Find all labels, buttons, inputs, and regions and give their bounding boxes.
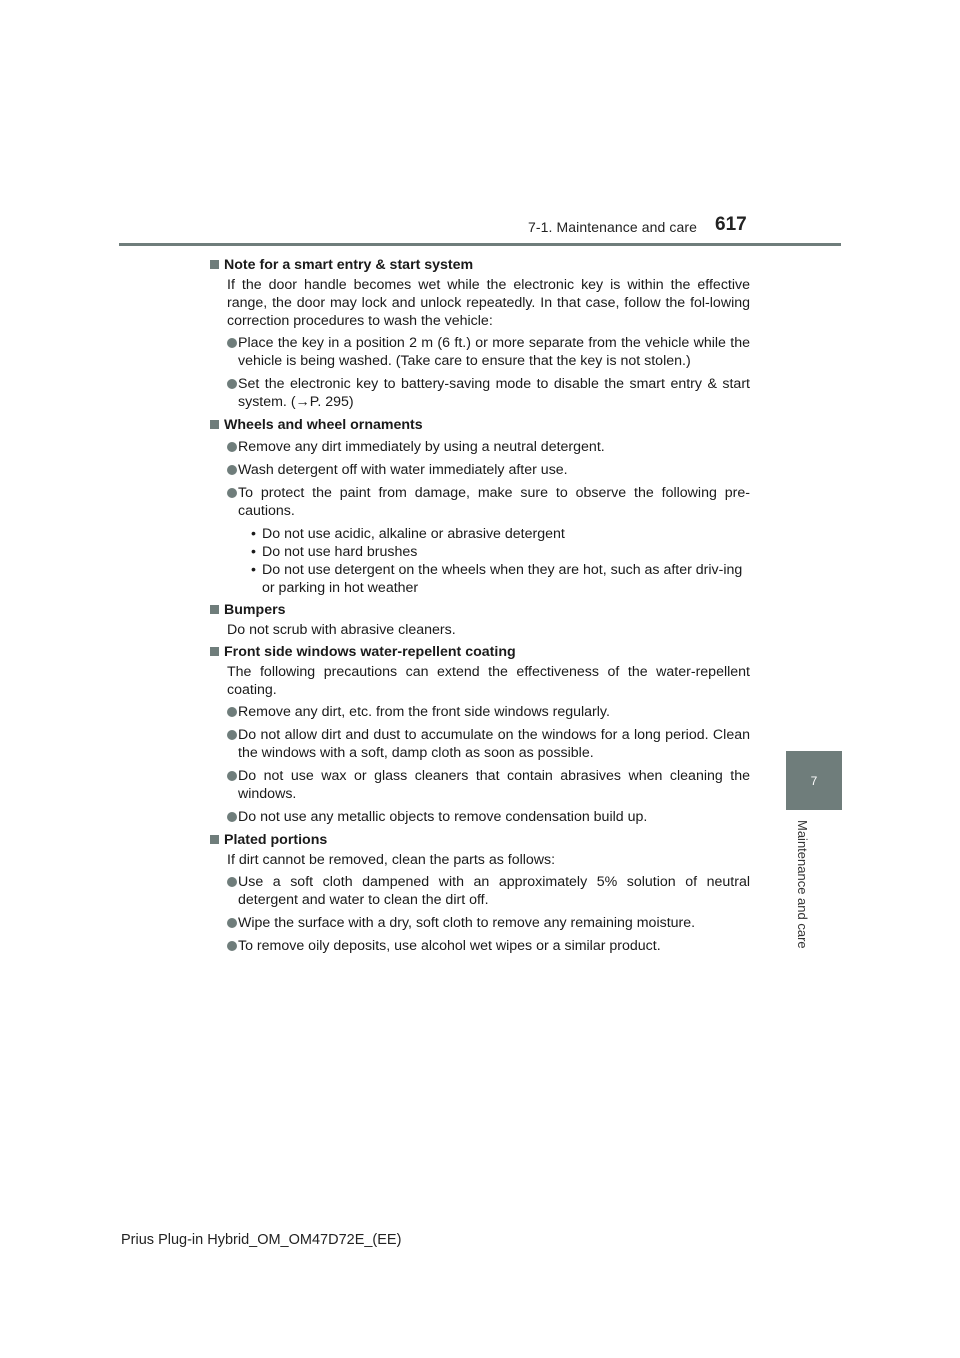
- section-smart-entry: [210, 256, 750, 411]
- sublist-item: [251, 525, 750, 543]
- sublist-item-text: Do not use detergent on the wheels when they are hot, such as after driv-ing or parking in hot weather: [262, 562, 743, 596]
- list-item-text: Wash detergent off with water immediately after use.: [238, 462, 568, 478]
- square-bullet-icon: [210, 647, 219, 656]
- sublist-item-text: Do not use acidic, alkaline or abrasive detergent: [262, 526, 565, 542]
- list-item: [210, 767, 750, 803]
- list-item-text: Remove any dirt, etc. from the front side windows regularly.: [238, 704, 610, 720]
- list-item: [210, 703, 750, 721]
- list-item: [210, 914, 750, 932]
- section-intro: If dirt cannot be removed, clean the parts as follows:: [227, 852, 556, 868]
- section-heading: Wheels and wheel ornaments: [224, 417, 423, 433]
- precautions-sublist: [210, 525, 750, 597]
- list-item: [210, 873, 750, 909]
- section-heading: Plated portions: [224, 832, 328, 848]
- dot-marker-icon: •: [251, 544, 256, 560]
- content-body: [210, 256, 750, 960]
- list-item-text: To remove oily deposits, use alcohol wet wipes or a similar product.: [238, 938, 661, 954]
- list-item-text: Use a soft cloth dampened with an approximately 5% solution of neutral detergent and water to clean the dirt off.: [238, 874, 750, 908]
- square-bullet-icon: [210, 605, 219, 614]
- header-rule: [119, 243, 841, 246]
- list-item: [210, 808, 750, 826]
- chapter-tab: [786, 751, 842, 810]
- chapter-number: 7: [810, 773, 818, 788]
- dot-marker-icon: •: [251, 562, 256, 578]
- circle-bullet-icon: [227, 941, 237, 951]
- list-item: [210, 726, 750, 762]
- section-heading: Note for a smart entry & start system: [224, 257, 474, 273]
- list-item-text: Wipe the surface with a dry, soft cloth to remove any remaining moisture.: [238, 915, 696, 931]
- header-section-title: 7-1. Maintenance and care: [528, 219, 698, 235]
- list-item-text: Set the electronic key to battery-saving mode to disable the smart entry & start system. (→P. 295): [238, 376, 750, 410]
- list-item: [210, 937, 750, 955]
- circle-bullet-icon: [227, 442, 237, 452]
- section-intro: If the door handle becomes wet while the electronic key is within the effective range, the door may lock and unlock repeatedly. In that case, follow the fol-lowing correction procedures to wash the vehicle:: [227, 277, 750, 329]
- circle-bullet-icon: [227, 877, 237, 887]
- circle-bullet-icon: [227, 338, 237, 348]
- square-bullet-icon: [210, 260, 219, 269]
- circle-bullet-icon: [227, 707, 237, 717]
- section-bumpers: [210, 601, 750, 639]
- list-item-text: Place the key in a position 2 m (6 ft.) or more separate from the vehicle while the vehicle is being washed. (Take care to ensure that the key is not stolen.): [238, 335, 750, 369]
- circle-bullet-icon: [227, 771, 237, 781]
- sublist-item-text: Do not use hard brushes: [262, 544, 418, 560]
- list-item: [210, 484, 750, 520]
- section-plated-portions: [210, 831, 750, 955]
- list-item: [210, 461, 750, 479]
- page-number: 617: [715, 214, 747, 235]
- section-heading: Front side windows water-repellent coating: [224, 644, 516, 660]
- sublist-item: [251, 561, 750, 597]
- section-intro: Do not scrub with abrasive cleaners.: [227, 622, 456, 638]
- list-item: [210, 334, 750, 370]
- list-item: [210, 375, 750, 411]
- circle-bullet-icon: [227, 488, 237, 498]
- section-water-repellent: [210, 643, 750, 826]
- list-item-text: Do not use any metallic objects to remove condensation build up.: [238, 809, 648, 825]
- square-bullet-icon: [210, 420, 219, 429]
- circle-bullet-icon: [227, 730, 237, 740]
- section-heading: Bumpers: [224, 602, 286, 618]
- list-item: [210, 438, 750, 456]
- circle-bullet-icon: [227, 465, 237, 475]
- list-item-text: Do not allow dirt and dust to accumulate on the windows for a long period. Clean the windows with a soft, damp cloth as soon as possible.: [238, 727, 750, 761]
- list-item-text: Remove any dirt immediately by using a neutral detergent.: [238, 439, 605, 455]
- square-bullet-icon: [210, 835, 219, 844]
- circle-bullet-icon: [227, 812, 237, 822]
- list-item-text: To protect the paint from damage, make sure to observe the following pre-cautions.: [238, 485, 750, 519]
- dot-marker-icon: •: [251, 526, 256, 542]
- section-wheels: [210, 416, 750, 597]
- list-item-text: Do not use wax or glass cleaners that contain abrasives when cleaning the windows.: [238, 768, 750, 802]
- section-intro: The following precautions can extend the effectiveness of the water-repellent coating.: [227, 664, 750, 698]
- circle-bullet-icon: [227, 918, 237, 928]
- sublist-item: [251, 543, 750, 561]
- chapter-side-label: Maintenance and care: [795, 820, 810, 949]
- footer-document-id: Prius Plug-in Hybrid_OM_OM47D72E_(EE): [121, 1232, 402, 1248]
- circle-bullet-icon: [227, 379, 237, 389]
